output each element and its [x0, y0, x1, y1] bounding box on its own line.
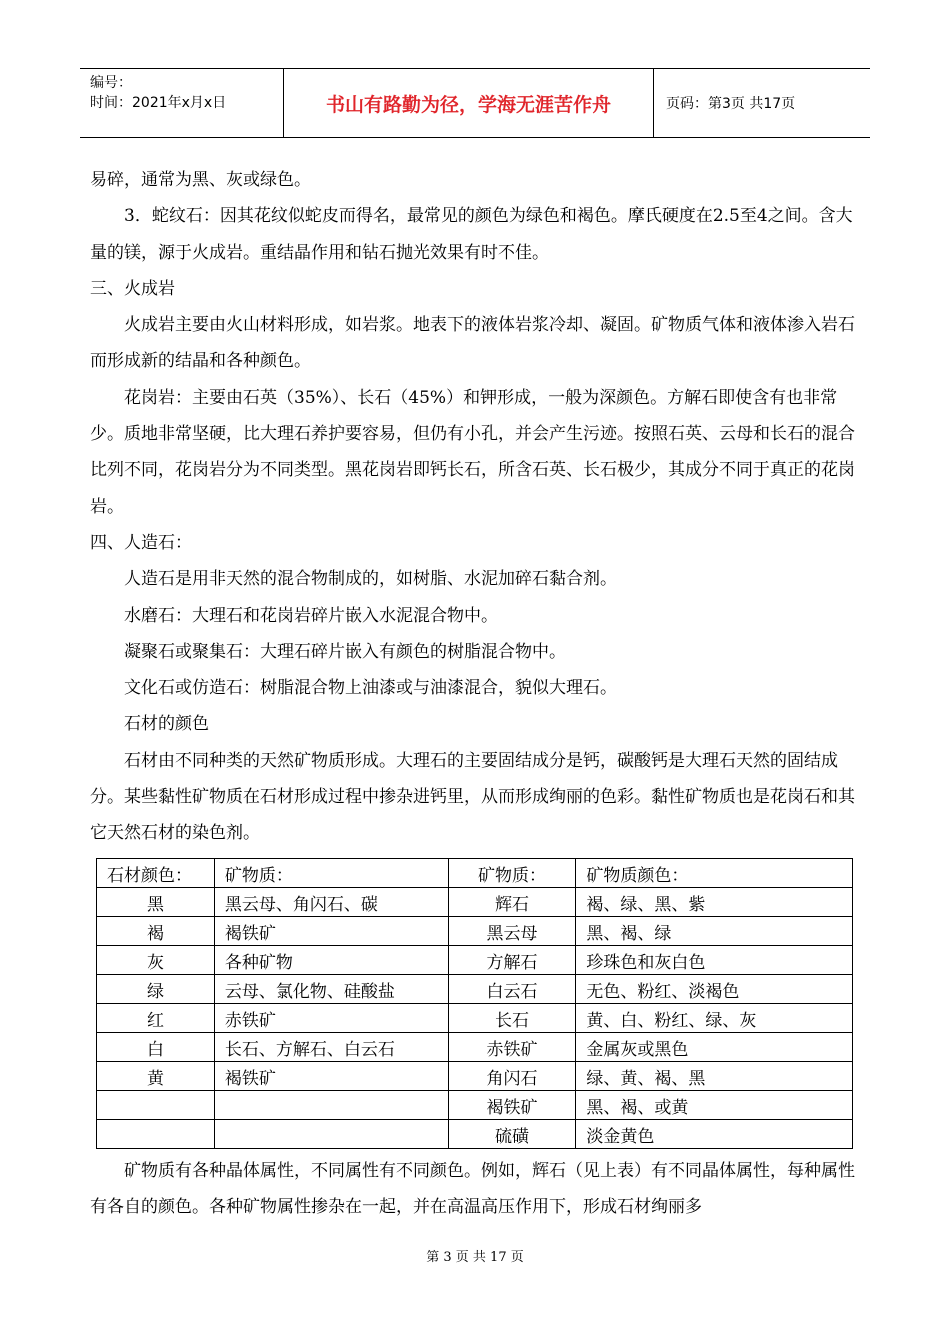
table-cell: 黄、白、粉红、绿、灰: [576, 1004, 853, 1033]
paragraph: 水磨石：大理石和花岗岩碎片嵌入水泥混合物中。: [124, 605, 498, 626]
table-cell: 红: [97, 1004, 215, 1033]
paragraph: 凝聚石或聚集石：大理石碎片嵌入有颜色的树脂混合物中。: [124, 641, 566, 662]
table-cell: 云母、氯化物、硅酸盐: [214, 975, 448, 1004]
table-header-row: [97, 859, 853, 888]
table-row: [97, 888, 853, 917]
table-header-cell: 矿物质颜色：: [576, 859, 853, 888]
paragraph: 文化石或仿造石：树脂混合物上油漆或与油漆混合，貌似大理石。: [124, 678, 617, 699]
paragraph: 人造石是用非天然的混合物制成的，如树脂、水泥加碎石黏合剂。: [124, 569, 617, 590]
table-row: [97, 975, 853, 1004]
table-cell: 绿、黄、褐、黑: [576, 1062, 853, 1091]
table-cell: 淡金黄色: [576, 1120, 853, 1149]
time-label: 时间：2021年x月x日: [90, 95, 227, 111]
paragraph: 花岗岩：主要由石英（35%）、长石（45%）和钾形成，一般为深颜色。方解石即使含有也非常少。质地非常坚硬，比大理石养护要容易，但仍有小孔，并会产生污迹。按照石英、云母和长石的混合比列不同，花岗岩分为不同类型。黑花岗岩即钙长石，所含石英、长石极少，其成分不同于真正的花岗岩。: [90, 387, 855, 517]
table-cell: 绿: [97, 975, 215, 1004]
table-row: [97, 946, 853, 975]
paragraph: 3．蛇纹石：因其花纹似蛇皮而得名，最常见的颜色为绿色和褐色。摩氏硬度在2.5至4之间。含大量的镁，源于火成岩。重结晶作用和钻石抛光效果有时不佳。: [90, 206, 853, 263]
body-text: [90, 162, 858, 852]
table-cell: 珍珠色和灰白色: [576, 946, 853, 975]
table-cell: 白: [97, 1033, 215, 1062]
table-cell: 褐、绿、黑、紫: [576, 888, 853, 917]
mineral-color-table: [96, 858, 853, 1149]
table-cell: 长石、方解石、白云石: [214, 1033, 448, 1062]
paragraph: 火成岩主要由火山材料形成，如岩浆。地表下的液体岩浆冷却、凝固。矿物质气体和液体渗入岩石而形成新的结晶和各种颜色。: [90, 315, 855, 372]
table-cell: 各种矿物: [214, 946, 448, 975]
table-header-cell: 石材颜色：: [97, 859, 215, 888]
table-cell: 黄: [97, 1062, 215, 1091]
table-cell: 硫磺: [448, 1120, 576, 1149]
table-row: [97, 1091, 853, 1120]
table-cell: 金属灰或黑色: [576, 1033, 853, 1062]
table-header-cell: 矿物质：: [214, 859, 448, 888]
table-cell: 灰: [97, 946, 215, 975]
table-cell: 褐铁矿: [214, 917, 448, 946]
table-cell: 赤铁矿: [214, 1004, 448, 1033]
table-cell: 辉石: [448, 888, 576, 917]
table-cell: 黑、褐、绿: [576, 917, 853, 946]
number-label: 编号：: [90, 75, 132, 91]
header-page-label: 页码：第3页 共17页: [666, 96, 796, 112]
table-cell: 长石: [448, 1004, 576, 1033]
table-cell: 黑云母、角闪石、碳: [214, 888, 448, 917]
table-cell: 角闪石: [448, 1062, 576, 1091]
table-cell: 赤铁矿: [448, 1033, 576, 1062]
table-cell: [97, 1120, 215, 1149]
table-cell: [214, 1120, 448, 1149]
table-row: [97, 917, 853, 946]
table-cell: 黑、褐、或黄: [576, 1091, 853, 1120]
table-cell: 褐铁矿: [448, 1091, 576, 1120]
section-heading: 四、人造石：: [90, 532, 192, 553]
table-row: [97, 1033, 853, 1062]
table-header-cell: 矿物质：: [448, 859, 576, 888]
table-row: [97, 1120, 853, 1149]
subsection-heading: 石材的颜色: [124, 714, 209, 735]
paragraph: 易碎，通常为黑、灰或绿色。: [90, 170, 311, 190]
table-cell: 黑: [97, 888, 215, 917]
page-header: [80, 68, 870, 138]
table-cell: 无色、粉红、淡褐色: [576, 975, 853, 1004]
header-motto: 书山有路勤为径，学海无涯苦作舟: [284, 69, 654, 137]
table-cell: 白云石: [448, 975, 576, 1004]
body-text-continued: [90, 1153, 858, 1225]
table-cell: 褐铁矿: [214, 1062, 448, 1091]
table-row: [97, 1004, 853, 1033]
table-cell: [97, 1091, 215, 1120]
table-cell: 黑云母: [448, 917, 576, 946]
page-footer: 第 3 页 共 17 页: [426, 1250, 524, 1265]
section-heading: 三、火成岩: [90, 278, 175, 299]
header-meta: [80, 69, 284, 137]
paragraph: 矿物质有各种晶体属性，不同属性有不同颜色。例如，辉石（见上表）有不同晶体属性，每种属性有各自的颜色。各种矿物属性掺杂在一起，并在高温高压作用下，形成石材绚丽多: [90, 1161, 855, 1217]
table-cell: [214, 1091, 448, 1120]
table-cell: 褐: [97, 917, 215, 946]
table-cell: 方解石: [448, 946, 576, 975]
table-row: [97, 1062, 853, 1091]
paragraph: 石材由不同种类的天然矿物质形成。大理石的主要固结成分是钙，碳酸钙是大理石天然的固结成分。某些黏性矿物质在石材形成过程中掺杂进钙里，从而形成绚丽的色彩。黏性矿物质也是花岗石和其它天然石材的染色剂。: [90, 750, 855, 844]
